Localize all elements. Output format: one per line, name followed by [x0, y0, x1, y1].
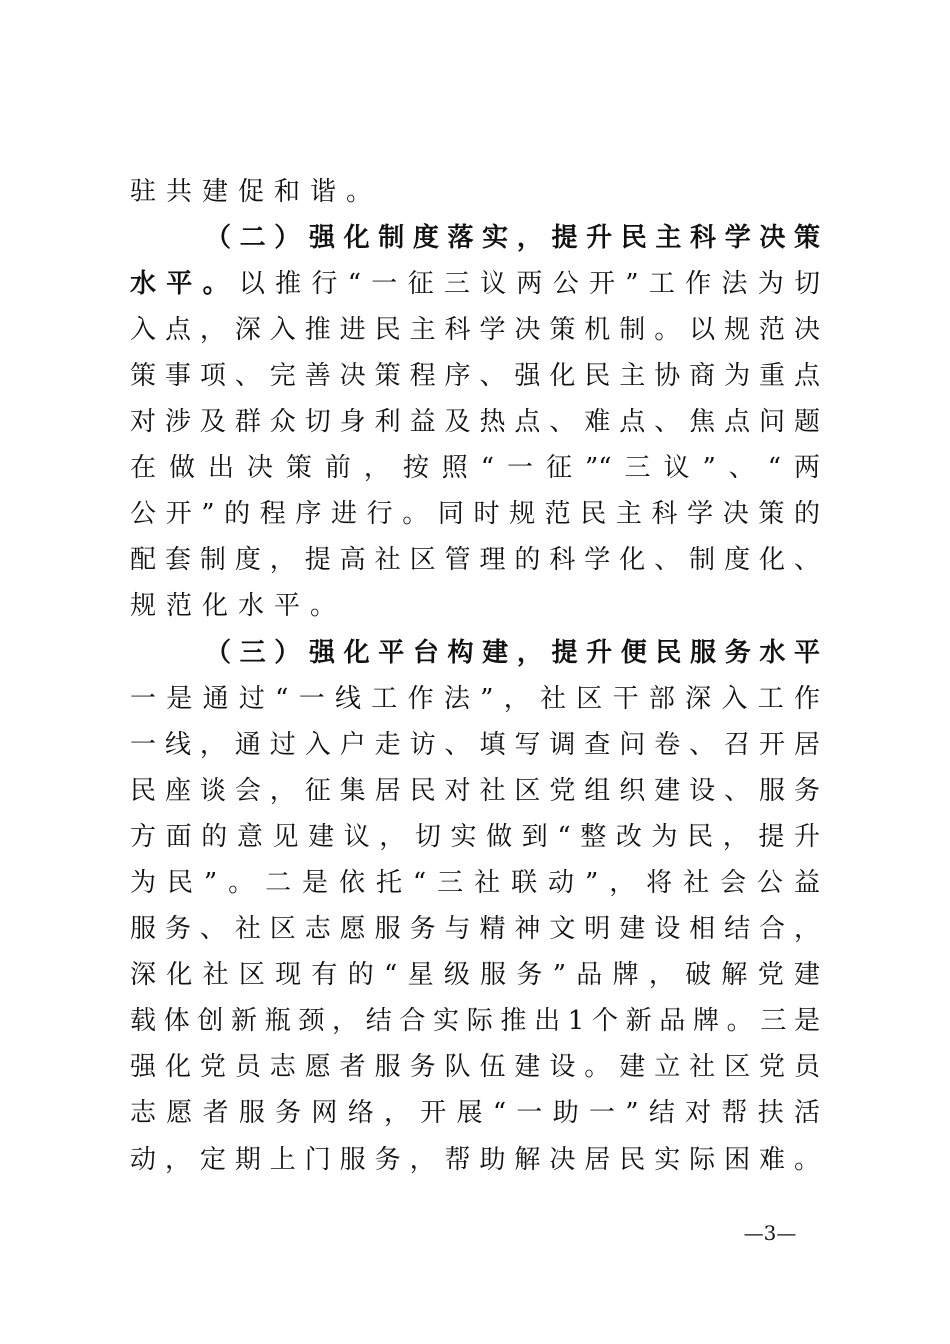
text-line	[130, 814, 820, 860]
text-segment: 服务、社区志愿服务与精神文明建设相结合，	[130, 914, 820, 944]
text-segment: 强化党员志愿者服务队伍建设。建立社区党员	[130, 1052, 820, 1082]
text-line	[130, 307, 820, 353]
text-line	[130, 491, 820, 537]
text-line	[130, 399, 820, 445]
text-line	[130, 1090, 820, 1136]
section-heading-continuation: 水平。	[130, 269, 239, 299]
text-line	[130, 722, 820, 768]
text-line	[130, 583, 820, 629]
text-line	[130, 445, 820, 491]
text-segment: 配套制度，提高社区管理的科学化、制度化、	[130, 545, 820, 575]
text-segment: 驻共建促和谐。	[130, 177, 383, 207]
section-heading-text: （二）强化制度落实，提升民主科学决策	[205, 223, 820, 253]
text-segment: 动，定期上门服务，帮助解决居民实际困难。	[130, 1145, 820, 1175]
text-line	[130, 261, 820, 307]
section-heading	[205, 215, 820, 261]
text-segment: 入点，深入推进民主科学决策机制。以规范决	[130, 315, 820, 345]
text-line	[130, 906, 820, 952]
text-segment: 民座谈会，征集居民对社区党组织建设、服务	[130, 776, 820, 806]
text-segment: 载体创新瓶颈，结合实际推出1个新品牌。三是	[130, 1006, 820, 1036]
text-segment: 对涉及群众切身利益及热点、难点、焦点问题	[130, 407, 820, 437]
text-line	[130, 676, 820, 722]
text-segment: 以推行“一征三议两公开”工作法为切	[238, 269, 820, 299]
text-line	[130, 998, 820, 1044]
text-segment: 一线，通过入户走访、填写调查问卷、召开居	[130, 730, 820, 760]
text-line	[130, 1044, 820, 1090]
text-segment: 在做出决策前，按照“一征”“三议”、“两	[130, 453, 820, 483]
text-segment: 策事项、完善决策程序、强化民主协商为重点	[130, 361, 820, 391]
text-line	[130, 768, 820, 814]
text-segment: 规范化水平。	[130, 591, 347, 621]
text-segment: 为民”。二是依托“三社联动”，将社会公益	[130, 868, 820, 898]
text-segment: 深化社区现有的“星级服务”品牌，破解党建	[130, 960, 820, 990]
text-line	[130, 1137, 820, 1183]
text-segment: 方面的意见建议，切实做到“整改为民，提升	[130, 822, 820, 852]
text-segment: 一是通过“一线工作法”，社区干部深入工作	[130, 684, 820, 714]
section-heading	[205, 630, 820, 676]
text-line	[130, 169, 820, 215]
section-heading-text: （三）强化平台构建，提升便民服务水平	[205, 638, 820, 668]
text-line	[130, 952, 820, 998]
text-line	[130, 353, 820, 399]
text-segment: 志愿者服务网络，开展“一助一”结对帮扶活	[130, 1098, 820, 1128]
text-line	[130, 860, 820, 906]
text-segment: 公开”的程序进行。同时规范民主科学决策的	[130, 499, 820, 529]
text-line	[130, 537, 820, 583]
page-number: —3—	[743, 1221, 797, 1245]
